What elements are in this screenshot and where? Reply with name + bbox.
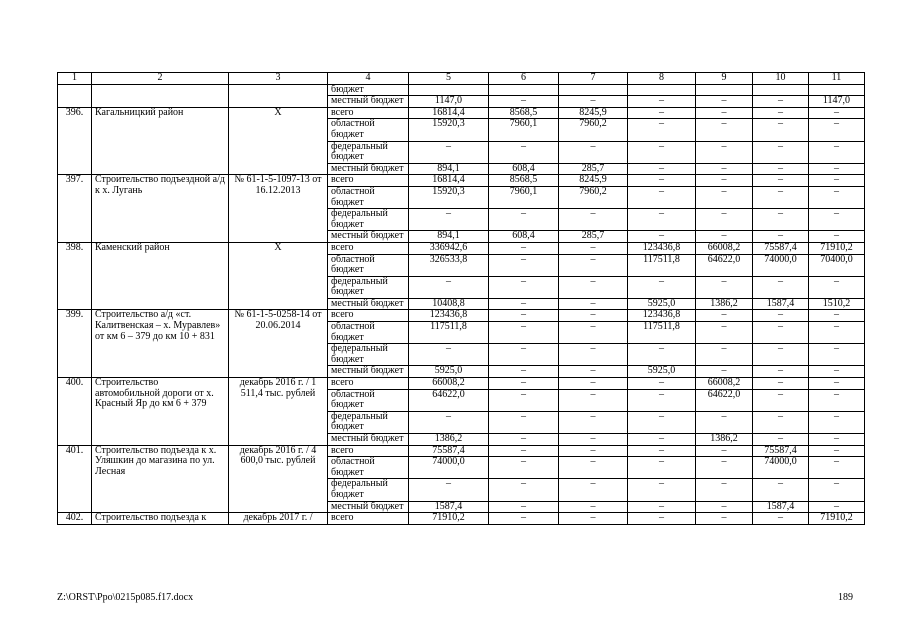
amount-cell: 1386,2 (696, 434, 753, 446)
amount-cell (696, 84, 753, 96)
amount-cell: – (753, 175, 809, 187)
amount-cell: – (628, 513, 696, 525)
amount-cell: – (696, 175, 753, 187)
amount-cell: – (696, 513, 753, 525)
amount-cell: – (696, 445, 753, 457)
budget-source-cell: местный бюджет (328, 96, 409, 108)
amount-cell: – (559, 445, 628, 457)
amount-cell: – (628, 434, 696, 446)
amount-cell: – (628, 231, 696, 243)
amount-cell: – (559, 479, 628, 501)
amount-cell: – (809, 378, 865, 390)
amount-cell: 71910,2 (809, 242, 865, 254)
column-header: 7 (559, 73, 628, 85)
amount-cell: – (696, 276, 753, 298)
amount-cell (489, 84, 559, 96)
amount-cell: – (559, 411, 628, 433)
document-cell: Х (229, 242, 328, 310)
amount-cell: – (696, 457, 753, 479)
amount-cell: – (409, 209, 489, 231)
amount-cell: 64622,0 (409, 389, 489, 411)
amount-cell: – (753, 310, 809, 322)
amount-cell: 123436,8 (628, 310, 696, 322)
amount-cell: 123436,8 (628, 242, 696, 254)
amount-cell: – (628, 389, 696, 411)
amount-cell: 75587,4 (753, 242, 809, 254)
amount-cell: – (809, 107, 865, 119)
amount-cell: 1587,4 (753, 298, 809, 310)
object-name-cell: Кагальницкий район (92, 107, 229, 175)
amount-cell: 117511,8 (628, 254, 696, 276)
column-header: 1 (58, 73, 92, 85)
table-header-row (58, 73, 865, 85)
amount-cell: – (489, 209, 559, 231)
amount-cell: 123436,8 (409, 310, 489, 322)
amount-cell: – (559, 366, 628, 378)
amount-cell: 71910,2 (809, 513, 865, 525)
table-row (58, 513, 865, 525)
budget-source-cell: всего (328, 378, 409, 390)
footer-file-path: Z:\ORST\Ppo\0215p085.f17.docx (57, 592, 194, 603)
amount-cell: – (628, 411, 696, 433)
amount-cell: – (696, 119, 753, 141)
amount-cell: – (753, 344, 809, 366)
amount-cell: – (559, 310, 628, 322)
budget-source-cell: всего (328, 310, 409, 322)
amount-cell: – (628, 479, 696, 501)
row-number-cell: 402. (58, 513, 92, 525)
column-header: 6 (489, 73, 559, 85)
amount-cell: 894,1 (409, 231, 489, 243)
amount-cell: – (809, 231, 865, 243)
amount-cell: – (559, 389, 628, 411)
amount-cell: – (559, 298, 628, 310)
budget-source-cell: областной бюджет (328, 254, 409, 276)
amount-cell: 10408,8 (409, 298, 489, 310)
amount-cell: – (696, 411, 753, 433)
budget-source-cell: всего (328, 513, 409, 525)
amount-cell: 15920,3 (409, 186, 489, 208)
column-header: 3 (229, 73, 328, 85)
amount-cell: 74000,0 (753, 254, 809, 276)
amount-cell: – (753, 231, 809, 243)
amount-cell: – (559, 209, 628, 231)
budget-source-cell: местный бюджет (328, 163, 409, 175)
amount-cell: 608,4 (489, 163, 559, 175)
amount-cell: 8245,9 (559, 175, 628, 187)
amount-cell: 7960,2 (559, 119, 628, 141)
column-header: 9 (696, 73, 753, 85)
amount-cell: 74000,0 (753, 457, 809, 479)
amount-cell: – (809, 479, 865, 501)
amount-cell: – (489, 411, 559, 433)
amount-cell: – (559, 254, 628, 276)
amount-cell: 5925,0 (628, 298, 696, 310)
amount-cell: 285,7 (559, 163, 628, 175)
amount-cell: – (696, 141, 753, 163)
amount-cell: – (753, 209, 809, 231)
budget-source-cell: федеральный бюджет (328, 479, 409, 501)
budget-source-cell: местный бюджет (328, 501, 409, 513)
budget-source-cell: местный бюджет (328, 231, 409, 243)
document-cell: декабрь 2016 г. / 1 511,4 тыс. рублей (229, 378, 328, 446)
object-name-cell: Строительство подъезда к х. Уляшкин до магазина по ул. Лесная (92, 445, 229, 513)
amount-cell: 16814,4 (409, 175, 489, 187)
amount-cell: – (809, 209, 865, 231)
amount-cell: 66008,2 (696, 242, 753, 254)
amount-cell: 1386,2 (696, 298, 753, 310)
amount-cell: – (559, 378, 628, 390)
amount-cell: 64622,0 (696, 389, 753, 411)
row-number-cell (58, 84, 92, 107)
amount-cell: – (489, 298, 559, 310)
amount-cell: – (409, 344, 489, 366)
amount-cell: 64622,0 (696, 254, 753, 276)
object-name-cell: Каменский район (92, 242, 229, 310)
amount-cell: – (628, 175, 696, 187)
budget-source-cell: бюджет (328, 84, 409, 96)
amount-cell: – (809, 501, 865, 513)
amount-cell: – (489, 389, 559, 411)
budget-source-cell: областной бюджет (328, 322, 409, 344)
amount-cell: – (489, 310, 559, 322)
amount-cell: – (489, 344, 559, 366)
amount-cell: – (753, 366, 809, 378)
amount-cell (559, 84, 628, 96)
amount-cell: – (489, 501, 559, 513)
object-name-cell (92, 84, 229, 107)
amount-cell: – (559, 344, 628, 366)
amount-cell: – (753, 389, 809, 411)
table-row (58, 84, 865, 96)
table-row (58, 107, 865, 119)
amount-cell: – (809, 434, 865, 446)
row-number-cell: 399. (58, 310, 92, 378)
amount-cell: – (753, 163, 809, 175)
column-header: 5 (409, 73, 489, 85)
document-cell: декабрь 2017 г. / (229, 513, 328, 525)
amount-cell: – (696, 163, 753, 175)
page-number: 189 (838, 592, 853, 603)
amount-cell: 1510,2 (809, 298, 865, 310)
document-cell: Х (229, 107, 328, 175)
amount-cell: – (753, 322, 809, 344)
budget-source-cell: областной бюджет (328, 119, 409, 141)
amount-cell: – (559, 276, 628, 298)
amount-cell: – (559, 242, 628, 254)
amount-cell: – (489, 141, 559, 163)
amount-cell: – (753, 107, 809, 119)
amount-cell: – (809, 344, 865, 366)
amount-cell: 1386,2 (409, 434, 489, 446)
amount-cell: – (628, 163, 696, 175)
document-cell (229, 84, 328, 107)
amount-cell: – (809, 119, 865, 141)
amount-cell: – (696, 209, 753, 231)
amount-cell: 74000,0 (409, 457, 489, 479)
row-number-cell: 396. (58, 107, 92, 175)
amount-cell: – (489, 366, 559, 378)
amount-cell: – (809, 175, 865, 187)
amount-cell: 75587,4 (753, 445, 809, 457)
amount-cell (409, 84, 489, 96)
amount-cell: – (696, 310, 753, 322)
amount-cell: 8568,5 (489, 175, 559, 187)
document-cell: № 61-1-5-0258-14 от 20.06.2014 (229, 310, 328, 378)
amount-cell: 8568,5 (489, 107, 559, 119)
table-row (58, 310, 865, 322)
amount-cell: – (628, 457, 696, 479)
amount-cell: – (628, 378, 696, 390)
table-row (58, 175, 865, 187)
table-body (58, 84, 865, 524)
budget-table (57, 72, 865, 525)
budget-source-cell: всего (328, 242, 409, 254)
amount-cell: – (809, 310, 865, 322)
column-header: 8 (628, 73, 696, 85)
amount-cell (753, 84, 809, 96)
amount-cell: – (753, 96, 809, 108)
row-number-cell: 398. (58, 242, 92, 310)
amount-cell: – (489, 276, 559, 298)
object-name-cell: Строительство подъездной а/д к х. Лугань (92, 175, 229, 243)
amount-cell: – (753, 276, 809, 298)
budget-source-cell: федеральный бюджет (328, 344, 409, 366)
object-name-cell: Строительство подъезда к (92, 513, 229, 525)
amount-cell: – (628, 344, 696, 366)
column-header: 10 (753, 73, 809, 85)
budget-source-cell: всего (328, 445, 409, 457)
amount-cell: – (489, 513, 559, 525)
budget-source-cell: всего (328, 107, 409, 119)
amount-cell: – (628, 276, 696, 298)
amount-cell: 15920,3 (409, 119, 489, 141)
document-cell: № 61-1-5-1097-13 от 16.12.2013 (229, 175, 328, 243)
amount-cell: – (809, 163, 865, 175)
amount-cell: – (489, 96, 559, 108)
amount-cell: 336942,6 (409, 242, 489, 254)
amount-cell: – (753, 411, 809, 433)
row-number-cell: 400. (58, 378, 92, 446)
amount-cell: 894,1 (409, 163, 489, 175)
amount-cell: 16814,4 (409, 107, 489, 119)
amount-cell: – (696, 479, 753, 501)
amount-cell: 5925,0 (628, 366, 696, 378)
amount-cell: 70400,0 (809, 254, 865, 276)
amount-cell: – (696, 186, 753, 208)
amount-cell: – (489, 434, 559, 446)
amount-cell: – (489, 378, 559, 390)
amount-cell: – (809, 389, 865, 411)
column-header: 2 (92, 73, 229, 85)
table-row (58, 378, 865, 390)
amount-cell: – (489, 322, 559, 344)
amount-cell: – (489, 445, 559, 457)
amount-cell: 1147,0 (409, 96, 489, 108)
budget-source-cell: федеральный бюджет (328, 276, 409, 298)
amount-cell: – (696, 501, 753, 513)
budget-source-cell: областной бюджет (328, 457, 409, 479)
budget-source-cell: областной бюджет (328, 389, 409, 411)
amount-cell: – (696, 344, 753, 366)
amount-cell: – (696, 231, 753, 243)
amount-cell: 5925,0 (409, 366, 489, 378)
amount-cell: 7960,1 (489, 119, 559, 141)
budget-source-cell: местный бюджет (328, 434, 409, 446)
amount-cell: – (696, 366, 753, 378)
amount-cell: – (696, 107, 753, 119)
amount-cell: – (809, 411, 865, 433)
column-header: 11 (809, 73, 865, 85)
row-number-cell: 397. (58, 175, 92, 243)
amount-cell: – (628, 186, 696, 208)
column-header: 4 (328, 73, 409, 85)
amount-cell: – (753, 378, 809, 390)
amount-cell: 117511,8 (409, 322, 489, 344)
amount-cell: 285,7 (559, 231, 628, 243)
object-name-cell: Строительство автомобильной дороги от х. Красный Яр до км 6 + 379 (92, 378, 229, 446)
amount-cell: – (809, 322, 865, 344)
amount-cell: 1587,4 (753, 501, 809, 513)
amount-cell: 66008,2 (696, 378, 753, 390)
amount-cell: – (409, 141, 489, 163)
budget-source-cell: федеральный бюджет (328, 411, 409, 433)
amount-cell: 75587,4 (409, 445, 489, 457)
amount-cell: – (809, 141, 865, 163)
amount-cell: – (753, 186, 809, 208)
amount-cell: – (809, 457, 865, 479)
amount-cell: – (753, 513, 809, 525)
amount-cell (809, 84, 865, 96)
amount-cell: 7960,2 (559, 186, 628, 208)
amount-cell: – (696, 96, 753, 108)
amount-cell: – (489, 254, 559, 276)
amount-cell: 1587,4 (409, 501, 489, 513)
amount-cell: 608,4 (489, 231, 559, 243)
budget-source-cell: местный бюджет (328, 298, 409, 310)
amount-cell: – (489, 242, 559, 254)
amount-cell: – (809, 276, 865, 298)
object-name-cell: Строительство а/д «ст. Калитвенская – х. Муравлев» от км 6 – 379 до км 10 + 831 (92, 310, 229, 378)
budget-source-cell: федеральный бюджет (328, 141, 409, 163)
amount-cell: – (628, 445, 696, 457)
amount-cell: – (809, 366, 865, 378)
amount-cell: – (628, 96, 696, 108)
budget-source-cell: областной бюджет (328, 186, 409, 208)
amount-cell: – (628, 107, 696, 119)
amount-cell: 71910,2 (409, 513, 489, 525)
amount-cell: – (559, 501, 628, 513)
budget-source-cell: федеральный бюджет (328, 209, 409, 231)
amount-cell: – (628, 119, 696, 141)
amount-cell: 117511,8 (628, 322, 696, 344)
table-row (58, 445, 865, 457)
table-row (58, 242, 865, 254)
amount-cell: – (559, 322, 628, 344)
amount-cell: – (628, 209, 696, 231)
amount-cell: – (409, 411, 489, 433)
amount-cell: – (809, 445, 865, 457)
amount-cell: – (559, 434, 628, 446)
amount-cell: – (559, 513, 628, 525)
amount-cell: – (489, 479, 559, 501)
amount-cell (628, 84, 696, 96)
budget-source-cell: местный бюджет (328, 366, 409, 378)
amount-cell: – (628, 141, 696, 163)
amount-cell: 66008,2 (409, 378, 489, 390)
amount-cell: – (753, 479, 809, 501)
amount-cell: – (753, 141, 809, 163)
amount-cell: – (489, 457, 559, 479)
amount-cell: – (809, 186, 865, 208)
amount-cell: – (628, 501, 696, 513)
amount-cell: 7960,1 (489, 186, 559, 208)
amount-cell: 326533,8 (409, 254, 489, 276)
budget-source-cell: всего (328, 175, 409, 187)
amount-cell: – (559, 457, 628, 479)
row-number-cell: 401. (58, 445, 92, 513)
amount-cell: – (559, 141, 628, 163)
amount-cell: – (753, 434, 809, 446)
amount-cell: – (753, 119, 809, 141)
amount-cell: 8245,9 (559, 107, 628, 119)
amount-cell: – (409, 479, 489, 501)
amount-cell: – (696, 322, 753, 344)
amount-cell: – (559, 96, 628, 108)
amount-cell: 1147,0 (809, 96, 865, 108)
document-cell: декабрь 2016 г. / 4 600,0 тыс. рублей (229, 445, 328, 513)
amount-cell: – (409, 276, 489, 298)
